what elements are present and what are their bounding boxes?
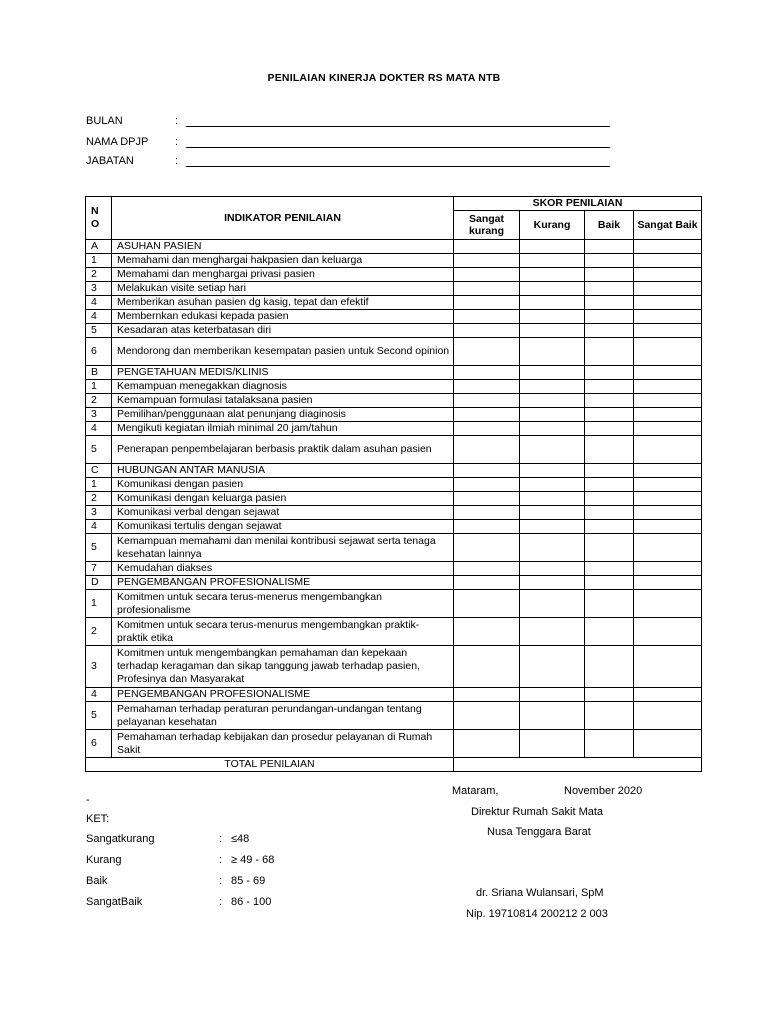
score-cell[interactable] [634,562,702,576]
fill-line [186,147,610,148]
score-col-header: Baik [585,211,634,240]
indicator-text: Kemampuan menegakkan diagnosis [112,380,454,394]
score-col-header: Sangat Baik [634,211,702,240]
score-cell[interactable] [585,520,634,534]
score-cell[interactable] [634,576,702,590]
row-number: 2 [86,492,112,506]
row-number: D [86,576,112,590]
row-number: 3 [86,646,112,688]
indicator-text: Melakukan visite setiap hari [112,282,454,296]
ket-item-label: Sangatkurang [86,833,155,845]
table-row [86,436,702,464]
score-cell[interactable] [634,324,702,338]
ket-item-value: ≥ 49 - 68 [231,854,275,866]
indicator-text: Kemampuan memahami dan menilai kontribusi sejawat serta tenaga kesehatan lainnya [112,534,454,562]
score-cell[interactable] [454,646,520,688]
table-row [86,394,702,408]
no-header: N O [86,197,112,240]
score-cell[interactable] [520,576,585,590]
score-cell[interactable] [454,254,520,268]
indicator-text: Kemampuan formulasi tatalaksana pasien [112,394,454,408]
sign-position-2: Nusa Tenggara Barat [487,826,591,838]
field-label: JABATAN [86,155,134,167]
indicator-text: Mengikuti kegiatan ilmiah minimal 20 jam/tahun [112,422,454,436]
sign-city: Mataram, [452,785,499,797]
score-cell[interactable] [634,254,702,268]
ket-item-colon: : [219,833,223,845]
row-number: 1 [86,254,112,268]
total-value-cell [454,758,702,772]
row-number: 1 [86,590,112,618]
score-cell[interactable] [585,492,634,506]
table-row [86,366,702,380]
total-label: TOTAL PENILAIAN [86,758,454,772]
row-number: 5 [86,534,112,562]
score-col-header: Sangat kurang [454,211,520,240]
score-cell[interactable] [520,730,585,758]
table-row [86,240,702,254]
row-number: 3 [86,282,112,296]
score-cell[interactable] [634,534,702,562]
score-cell[interactable] [585,324,634,338]
score-cell[interactable] [585,394,634,408]
ket-item-colon: : [219,854,223,866]
table-row [86,296,702,310]
score-cell[interactable] [634,422,702,436]
indicator-text: PENGETAHUAN MEDIS/KLINIS [112,366,454,380]
indicator-text: Komunikasi verbal dengan sejawat [112,506,454,520]
row-number: 3 [86,408,112,422]
field-label: BULAN [86,115,123,127]
indicator-text: Memahami dan menghargai privasi pasien [112,268,454,282]
score-cell[interactable] [520,366,585,380]
table-row [86,520,702,534]
row-number: 4 [86,422,112,436]
ket-item-value: 86 - 100 [231,896,272,908]
score-cell[interactable] [585,408,634,422]
indicator-text: Komunikasi tertulis dengan sejawat [112,520,454,534]
row-number: 4 [86,296,112,310]
ket-item-label: Kurang [86,854,122,866]
row-number: C [86,464,112,478]
score-cell[interactable] [520,506,585,520]
score-cell[interactable] [454,296,520,310]
score-cell[interactable] [520,478,585,492]
table-row [86,380,702,394]
score-cell[interactable] [520,408,585,422]
score-cell[interactable] [585,268,634,282]
score-cell[interactable] [454,240,520,254]
score-cell[interactable] [520,296,585,310]
row-number: 6 [86,730,112,758]
indicator-text: Mendorong dan memberikan kesempatan pasien untuk Second opinion [112,338,454,366]
score-cell[interactable] [454,268,520,282]
indicator-text: ASUHAN PASIEN [112,240,454,254]
score-cell[interactable] [520,422,585,436]
indicator-text: Komitmen untuk secara terus-menurus mengembangkan praktik- praktik etika [112,618,454,646]
score-cell[interactable] [520,380,585,394]
score-cell[interactable] [585,590,634,618]
score-cell[interactable] [634,702,702,730]
table-row [86,576,702,590]
score-cell[interactable] [520,464,585,478]
indicator-text: Pemahaman terhadap peraturan perundangan-undangan tentang pelayanan kesehatan [112,702,454,730]
row-number: B [86,366,112,380]
score-cell[interactable] [520,646,585,688]
score-cell[interactable] [634,310,702,324]
score-cell[interactable] [585,618,634,646]
score-cell[interactable] [520,702,585,730]
row-number: 5 [86,436,112,464]
table-row [86,562,702,576]
score-cell[interactable] [454,702,520,730]
indicator-text: Komitmen untuk mengembangkan pemahaman dan kepekaan terhadap keragaman dan sikap tanggung jawab terhadap pasien, Profesinya dan Masyarakat [112,646,454,688]
table-row [86,618,702,646]
score-cell[interactable] [634,492,702,506]
table-row [86,310,702,324]
assessment-table [85,196,702,772]
score-cell[interactable] [454,436,520,464]
score-cell[interactable] [454,366,520,380]
score-cell[interactable] [634,436,702,464]
score-cell[interactable] [585,422,634,436]
score-cell[interactable] [520,590,585,618]
score-cell[interactable] [634,394,702,408]
score-cell[interactable] [585,338,634,366]
indicator-text: PENGEMBANGAN PROFESIONALISME [112,576,454,590]
row-number: 5 [86,702,112,730]
row-number: 5 [86,324,112,338]
document-title: PENILAIAN KINERJA DOKTER RS MATA NTB [267,72,501,84]
score-cell[interactable] [454,380,520,394]
score-cell[interactable] [585,254,634,268]
score-cell[interactable] [454,688,520,702]
row-number: 1 [86,380,112,394]
field-colon: : [175,136,179,148]
score-header: SKOR PENILAIAN [454,197,702,211]
score-cell[interactable] [634,478,702,492]
ket-item-colon: : [219,875,223,887]
indicator-text: Kemudahan diakses [112,562,454,576]
row-number: A [86,240,112,254]
row-number: 1 [86,478,112,492]
score-cell[interactable] [454,492,520,506]
score-cell[interactable] [520,324,585,338]
indicator-text: Memberikan asuhan pasien dg kasig, tepat dan efektif [112,296,454,310]
table-row [86,324,702,338]
score-col-header: Kurang [520,211,585,240]
table-row [86,282,702,296]
score-cell[interactable] [520,268,585,282]
row-number: 2 [86,394,112,408]
score-cell[interactable] [454,310,520,324]
score-cell[interactable] [585,534,634,562]
score-cell[interactable] [454,506,520,520]
indicator-text: Kesadaran atas keterbatasan diri [112,324,454,338]
score-cell[interactable] [634,520,702,534]
score-cell[interactable] [634,408,702,422]
score-cell[interactable] [520,394,585,408]
score-cell[interactable] [454,562,520,576]
sign-name: dr. Sriana Wulansari, SpM [476,887,604,899]
score-cell[interactable] [454,534,520,562]
table-row [86,478,702,492]
score-cell[interactable] [634,338,702,366]
field-colon: : [175,115,179,127]
score-cell[interactable] [454,324,520,338]
indicator-text: Pemahaman terhadap kebijakan dan prosedur pelayanan di Rumah Sakit [112,730,454,758]
ket-item-label: SangatBaik [86,896,143,908]
score-cell[interactable] [585,646,634,688]
score-cell[interactable] [454,590,520,618]
score-cell[interactable] [585,296,634,310]
indicator-text: Penerapan penpembelajaran berbasis praktik dalam asuhan pasien [112,436,454,464]
score-cell[interactable] [634,730,702,758]
score-cell[interactable] [454,338,520,366]
score-cell[interactable] [454,576,520,590]
score-cell[interactable] [585,576,634,590]
table-row [86,590,702,618]
indicator-text: PENGEMBANGAN PROFESIONALISME [112,688,454,702]
table-row [86,422,702,436]
table-row [86,408,702,422]
indicator-text: Memahami dan menghargai hakpasien dan keluarga [112,254,454,268]
score-cell[interactable] [585,240,634,254]
row-number: 3 [86,506,112,520]
score-cell[interactable] [585,702,634,730]
indicator-text: Komunikasi dengan keluarga pasien [112,492,454,506]
ket-item-label: Baik [86,875,108,887]
ket-label: KET: [86,813,110,825]
score-cell[interactable] [585,310,634,324]
indicator-text: HUBUNGAN ANTAR MANUSIA [112,464,454,478]
indicator-text: Membernkan edukasi kepada pasien [112,310,454,324]
row-number: 7 [86,562,112,576]
table-row [86,338,702,366]
score-cell[interactable] [520,618,585,646]
score-cell[interactable] [520,310,585,324]
score-cell[interactable] [520,688,585,702]
score-cell[interactable] [634,366,702,380]
table-row [86,688,702,702]
table-row [86,534,702,562]
indicator-text: Pemilihan/penggunaan alat penunjang diaginosis [112,408,454,422]
row-number: 2 [86,268,112,282]
score-cell[interactable] [634,646,702,688]
table-row [86,254,702,268]
score-cell[interactable] [520,492,585,506]
table-row [86,268,702,282]
score-cell[interactable] [585,688,634,702]
row-number: 2 [86,618,112,646]
row-number: 4 [86,688,112,702]
score-cell[interactable] [454,394,520,408]
score-cell[interactable] [520,338,585,366]
score-cell[interactable] [634,590,702,618]
table-row [86,492,702,506]
ket-item-colon: : [219,896,223,908]
score-cell[interactable] [634,464,702,478]
score-cell[interactable] [454,408,520,422]
score-cell[interactable] [585,506,634,520]
ket-item-value: 85 - 69 [231,875,266,887]
field-label: NAMA DPJP [86,136,149,148]
table-row [86,730,702,758]
ket-dash: - [86,794,90,806]
score-cell[interactable] [585,436,634,464]
fill-line [186,166,610,167]
table-row [86,464,702,478]
score-cell[interactable] [634,506,702,520]
score-cell[interactable] [585,730,634,758]
score-cell[interactable] [454,520,520,534]
score-cell[interactable] [585,478,634,492]
ket-item-value: ≤48 [231,833,250,845]
sign-nip: Nip. 19710814 200212 2 003 [466,908,608,920]
table-row [86,702,702,730]
score-cell[interactable] [585,366,634,380]
score-cell[interactable] [454,478,520,492]
score-cell[interactable] [634,688,702,702]
fill-line [186,126,610,127]
score-cell[interactable] [520,240,585,254]
score-cell[interactable] [520,282,585,296]
score-cell[interactable] [585,282,634,296]
score-cell[interactable] [585,380,634,394]
row-number: 6 [86,338,112,366]
score-cell[interactable] [454,730,520,758]
table-row [86,506,702,520]
score-cell[interactable] [634,268,702,282]
score-cell[interactable] [634,296,702,310]
score-cell[interactable] [520,562,585,576]
score-cell[interactable] [585,464,634,478]
score-cell[interactable] [454,282,520,296]
score-cell[interactable] [520,534,585,562]
sign-date: November 2020 [564,785,643,797]
score-cell[interactable] [634,380,702,394]
row-number: 4 [86,520,112,534]
indicator-text: Komunikasi dengan pasien [112,478,454,492]
sign-position: Direktur Rumah Sakit Mata [471,806,604,818]
score-cell[interactable] [634,618,702,646]
score-cell[interactable] [634,282,702,296]
table-row [86,646,702,688]
score-cell[interactable] [585,562,634,576]
indicator-header: INDIKATOR PENILAIAN [112,197,454,240]
score-cell[interactable] [454,618,520,646]
score-cell[interactable] [520,436,585,464]
score-cell[interactable] [634,240,702,254]
row-number: 4 [86,310,112,324]
score-cell[interactable] [454,422,520,436]
score-cell[interactable] [520,520,585,534]
field-colon: : [175,155,179,167]
score-cell[interactable] [454,464,520,478]
indicator-text: Komitmen untuk secara terus-menerus mengembangkan profesionalisme [112,590,454,618]
score-cell[interactable] [520,254,585,268]
